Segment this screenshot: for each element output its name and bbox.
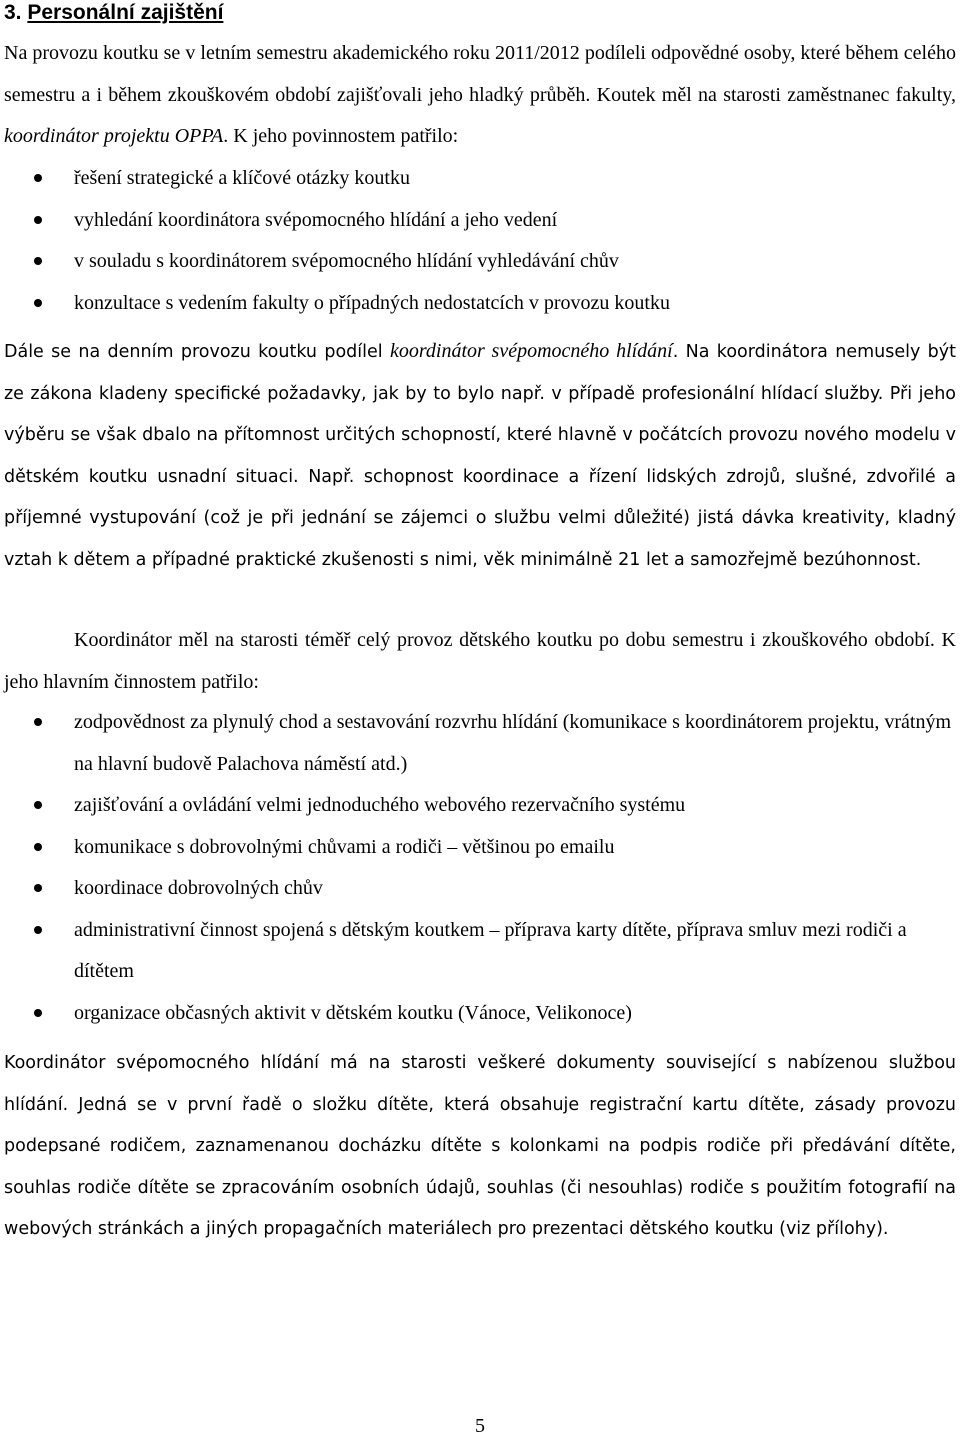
- list-item: zodpovědnost za plynulý chod a sestavování rozvrhu hlídání (komunikace s koordinátorem projektu, vrátným na hlavní budově Palachova náměstí atd.): [0, 702, 956, 785]
- coordinator-paragraph: Dále se na denním provozu koutku podílel koordinátor svépomocného hlídání. Na koordinátora nemusely být ze zákona kladeny specifické požadavky, jak by to bylo např. v případě profesionální hlídací služby. Při jeho výběru se však dbalo na přítomnost určitých schopností, které hlavně v počátcích provozu nového modelu v dětském koutku usnadní situaci. Např. schopnost koordinace a řízení lidských zdrojů, slušné, zdvořilé a příjemné vystupování (což je při jednání se zájemci o službu velmi důležité) jistá dávka kreativity, kladný vztah k dětem a případné praktické zkušenosti s nimi, věk minimálně 21 let a samozřejmě bezúhonnost.: [4, 340, 956, 570]
- list-item: komunikace s dobrovolnými chůvami a rodiči – většinou po emailu: [0, 827, 956, 869]
- list-item: organizace občasných aktivit v dětském koutku (Vánoce, Velikonoce): [0, 993, 956, 1035]
- duties-list-project-coordinator: [0, 158, 956, 324]
- bullet-icon: [34, 926, 42, 934]
- bullet-icon: [34, 1009, 42, 1017]
- list-item: vyhledání koordinátora svépomocného hlídání a jeho vedení: [0, 200, 956, 242]
- bullet-icon: [34, 257, 42, 265]
- section-number: 3.: [4, 1, 22, 24]
- intro-paragraph: [4, 33, 956, 158]
- bullet-icon: [34, 174, 42, 182]
- bullet-icon: [34, 884, 42, 892]
- bullet-icon: [34, 801, 42, 809]
- bullet-icon: [34, 299, 42, 307]
- page-number: 5: [475, 1415, 485, 1437]
- duties-list-coordinator: [0, 702, 956, 1034]
- intro-italic-role: koordinátor projektu OPPA: [4, 125, 224, 147]
- main-duties-paragraph: Koordinátor měl na starosti téměř celý provoz dětského koutku po dobu semestru i zkouškového období. K jeho hlavním činnostem patřilo:: [4, 629, 956, 693]
- list-item: řešení strategické a klíčové otázky koutku: [0, 158, 956, 200]
- coordinator-italic-role: koordinátor svépomocného hlídání: [389, 340, 673, 362]
- intro-text-b: . K jeho povinnostem patřilo:: [223, 125, 459, 147]
- list-item: zajišťování a ovládání velmi jednoduchého webového rezervačního systému: [0, 785, 956, 827]
- intro-text-a: Na provozu koutku se v letním semestru akademického roku 2011/2012 podíleli odpovědné osoby, které během celého semestru a i během zkouškovém období zajišťovali jeho hladký průběh. Koutek měl na starosti zaměstnanec fakulty,: [4, 42, 956, 106]
- list-item: administrativní činnost spojená s dětským koutkem – příprava karty dítěte, příprava smluv mezi rodiči a dítětem: [0, 910, 956, 993]
- list-item: v souladu s koordinátorem svépomocného hlídání vyhledávání chův: [0, 241, 956, 283]
- bullet-icon: [34, 718, 42, 726]
- documents-paragraph: Koordinátor svépomocného hlídání má na starosti veškeré dokumenty související s nabízenou službou hlídání. Jedná se v první řadě o složku dítěte, která obsahuje registrační kartu dítěte, zásady provozu podepsané rodičem, zaznamenanou docházku dítěte s kolonkami na podpis rodiče při předávání dítěte, souhlas rodiče dítěte se zpracováním osobních údajů, souhlas (či nesouhlas) rodiče s použitím fotografií na webových stránkách a jiných propagačních materiálech pro prezentaci dětského koutku (viz přílohy).: [4, 1053, 956, 1239]
- list-item: konzultace s vedením fakulty o případných nedostatcích v provozu koutku: [0, 283, 956, 325]
- list-item: koordinace dobrovolných chův: [0, 868, 956, 910]
- section-heading: [4, 0, 223, 26]
- bullet-icon: [34, 216, 42, 224]
- bullet-icon: [34, 843, 42, 851]
- section-title: Personální zajištění: [27, 1, 224, 24]
